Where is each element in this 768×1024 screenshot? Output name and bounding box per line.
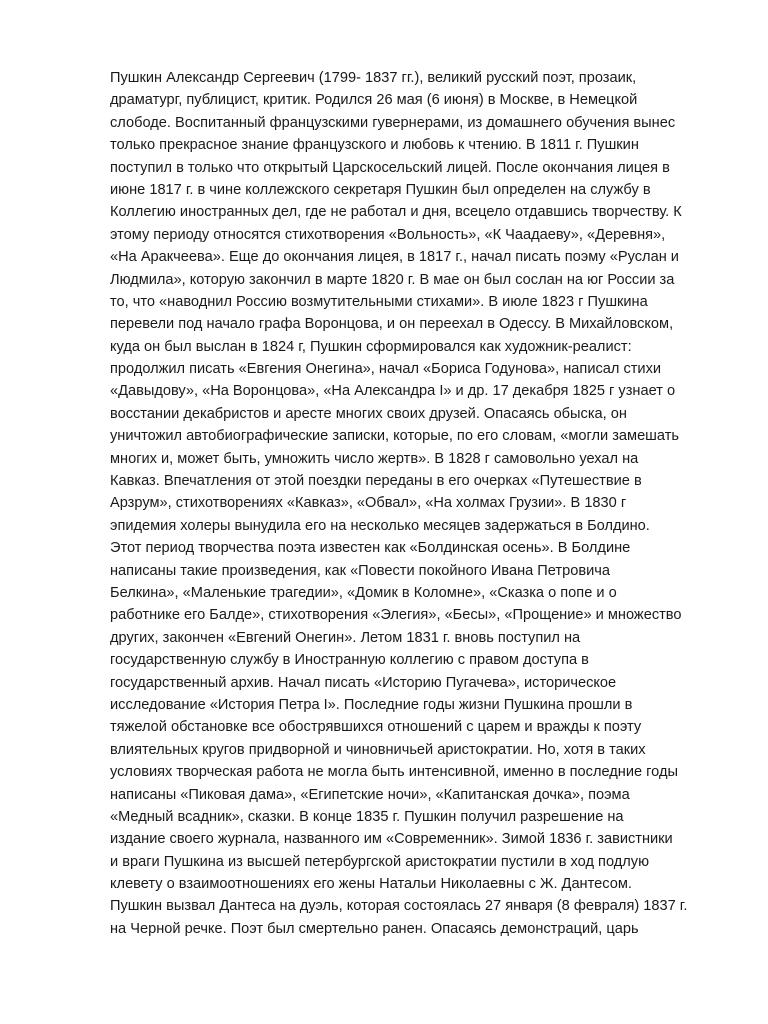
text-line: «Давыдову», «На Воронцова», «На Александра I» и др. 17 декабря 1825 г узнает о	[110, 383, 676, 400]
text-line: государственный архив. Начал писать «Историю Пугачева», историческое	[110, 674, 617, 691]
text-line: клевету о взаимоотношениях его жены Натальи Николаевны с Ж. Дантесом.	[110, 876, 632, 893]
text-line: продолжил писать «Евгения Онегина», начал «Бориса Годунова», написал стихи	[110, 361, 662, 378]
text-line: июне 1817 г. в чине коллежского секретаря Пушкин был определен на службу в	[110, 181, 651, 198]
body-text	[110, 67, 710, 940]
text-line: написаны «Пиковая дама», «Египетские ночи», «Капитанская дочка», поэма	[110, 786, 630, 803]
text-line: Кавказ. Впечатления от этой поездки переданы в его очерках «Путешествие в	[110, 473, 642, 490]
text-line: поступил в только что открытый Царскосельский лицей. После окончания лицея в	[110, 159, 670, 176]
text-line: только прекрасное знание французского и любовь к чтению. В 1811 г. Пушкин	[110, 137, 639, 154]
text-line: и враги Пушкина из высшей петербургской аристократии пустили в ход подлую	[110, 853, 650, 870]
text-line: написаны такие произведения, как «Повести покойного Ивана Петровича	[110, 562, 610, 579]
text-line: Арзрум», стихотворениях «Кавказ», «Обвал», «На холмах Грузии». В 1830 г	[110, 495, 627, 512]
text-line: Этот период творчества поэта известен как «Болдинская осень». В Болдине	[110, 540, 631, 557]
text-line: влиятельных кругов придворной и чиновничьей аристократии. Но, хотя в таких	[110, 741, 646, 758]
text-line: Людмила», которую закончил в марте 1820 г. В мае он был сослан на юг России за	[110, 271, 675, 288]
text-line: Коллегию иностранных дел, где не работал и дня, всецело отдавшись творчеству. К	[110, 204, 682, 221]
text-line: на Черной речке. Поэт был смертельно ранен. Опасаясь демонстраций, царь	[110, 920, 639, 937]
text-line: эпидемия холеры вынудила его на несколько месяцев задержаться в Болдино.	[110, 517, 650, 534]
text-line: работнике его Балде», стихотворения «Элегия», «Бесы», «Прощение» и множество	[110, 607, 682, 624]
text-line: уничтожил автобиографические записки, которые, по его словам, «могли замешать	[110, 428, 679, 445]
text-line: других, закончен «Евгений Онегин». Летом 1831 г. вновь поступил на	[110, 629, 581, 646]
text-line: исследование «История Петра I». Последние годы жизни Пушкина прошли в	[110, 696, 633, 713]
text-line: перевели под начало графа Воронцова, и он переехал в Одессу. В Михайловском,	[110, 316, 674, 333]
text-line: слободе. Воспитанный французскими гувернерами, из домашнего обучения вынес	[110, 114, 676, 131]
text-line: многих и, может быть, умножить число жертв». В 1828 г самовольно уехал на	[110, 450, 639, 467]
text-line: «На Аракчеева». Еще до окончания лицея, в 1817 г., начал писать поэму «Руслан и	[110, 249, 679, 266]
text-line: тяжелой обстановке все обострявшихся отношений с царем и вражды к поэту	[110, 719, 642, 736]
text-line: Белкина», «Маленькие трагедии», «Домик в Коломне», «Сказка о попе и о	[110, 584, 617, 601]
text-line: драматург, публицист, критик. Родился 26 мая (6 июня) в Москве, в Немецкой	[110, 92, 638, 109]
text-line: государственную службу в Иностранную коллегию с правом доступа в	[110, 652, 589, 669]
text-line: то, что «наводнил Россию возмутительными стихами». В июле 1823 г Пушкина	[110, 293, 648, 310]
text-line: «Медный всадник», сказки. В конце 1835 г. Пушкин получил разрешение на	[110, 808, 624, 825]
text-line: издание своего журнала, названного им «Современник». Зимой 1836 г. завистники	[110, 831, 673, 848]
text-line: Пушкин вызвал Дантеса на дуэль, которая состоялась 27 января (8 февраля) 1837 г.	[110, 898, 688, 915]
text-line: условиях творческая работа не могла быть интенсивной, именно в последние годы	[110, 764, 678, 781]
text-line: этому периоду относятся стихотворения «Вольность», «К Чаадаеву», «Деревня»,	[110, 226, 666, 243]
text-line: куда он был выслан в 1824 г, Пушкин сформировался как художник-реалист:	[110, 338, 632, 355]
text-line: Пушкин Александр Сергеевич (1799- 1837 гг.), великий русский поэт, прозаик,	[110, 70, 637, 86]
text-line: восстании декабристов и аресте многих своих друзей. Опасаясь обыска, он	[110, 405, 627, 422]
